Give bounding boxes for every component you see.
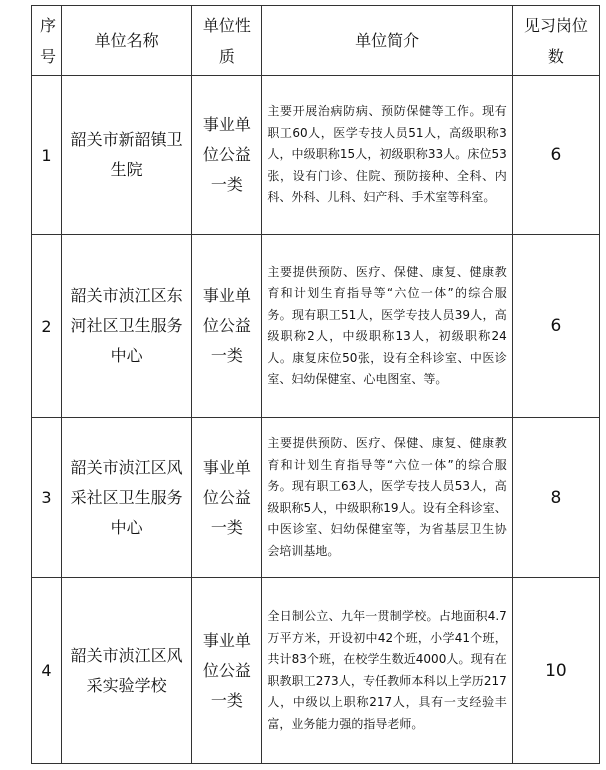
row-index: 3 <box>32 418 62 578</box>
header-row <box>32 6 600 76</box>
row-index: 4 <box>32 578 62 764</box>
unit-intro: 主要提供预防、医疗、保健、康复、健康教育和计划生育指导等“六位一体”的综合服务。现有职工51人，医学专技人员39人，高级职称2人，中级职称13人，初级职称24人。康复床位50张，设有全科诊室、中医诊室、妇幼保健室、心电图室、等。 <box>262 235 512 418</box>
header-name: 单位名称 <box>62 6 192 76</box>
table-row <box>32 235 600 418</box>
row-index: 2 <box>32 235 62 418</box>
unit-type: 事业单位公益一类 <box>192 235 262 418</box>
unit-intro: 主要提供预防、医疗、保健、康复、健康教育和计划生育指导等“六位一体”的综合服务。现有职工63人，医学专技人员53人，高级职称5人，中级职称19人。设有全科诊室、中医诊室、妇幼保健室等，为省基层卫生协会培训基地。 <box>262 418 512 578</box>
unit-type: 事业单位公益一类 <box>192 418 262 578</box>
position-count: 6 <box>512 235 599 418</box>
unit-intro: 主要开展治病防病、预防保健等工作。现有职工60人，医学专技人员51人，高级职称3人，中级职称15人，初级职称33人。床位53张，设有门诊、住院、预防接种、全科、内科、外科、儿科、妇产科、手术室等科室。 <box>262 76 512 235</box>
unit-name: 韶关市浈江区风采实验学校 <box>62 578 192 764</box>
table-header <box>32 6 600 76</box>
unit-type: 事业单位公益一类 <box>192 76 262 235</box>
header-index: 序号 <box>32 6 62 76</box>
header-intro: 单位简介 <box>262 6 512 76</box>
unit-intro: 全日制公立、九年一贯制学校。占地面积4.7万平方米，开设初中42个班，小学41个班，共计83个班，在校学生数近4000人。现有在职教职工273人，专任教师本科以上学历217人，中级以上职称217人，具有一支经验丰富，业务能力强的指导老师。 <box>262 578 512 764</box>
row-index: 1 <box>32 76 62 235</box>
unit-name: 韶关市新韶镇卫生院 <box>62 76 192 235</box>
units-table <box>31 5 600 764</box>
position-count: 10 <box>512 578 599 764</box>
position-count: 8 <box>512 418 599 578</box>
unit-name: 韶关市浈江区东河社区卫生服务中心 <box>62 235 192 418</box>
header-positions: 见习岗位数 <box>512 6 599 76</box>
table-row <box>32 76 600 235</box>
unit-type: 事业单位公益一类 <box>192 578 262 764</box>
table-row <box>32 578 600 764</box>
unit-name: 韶关市浈江区风采社区卫生服务中心 <box>62 418 192 578</box>
table-row <box>32 418 600 578</box>
header-type: 单位性质 <box>192 6 262 76</box>
position-count: 6 <box>512 76 599 235</box>
